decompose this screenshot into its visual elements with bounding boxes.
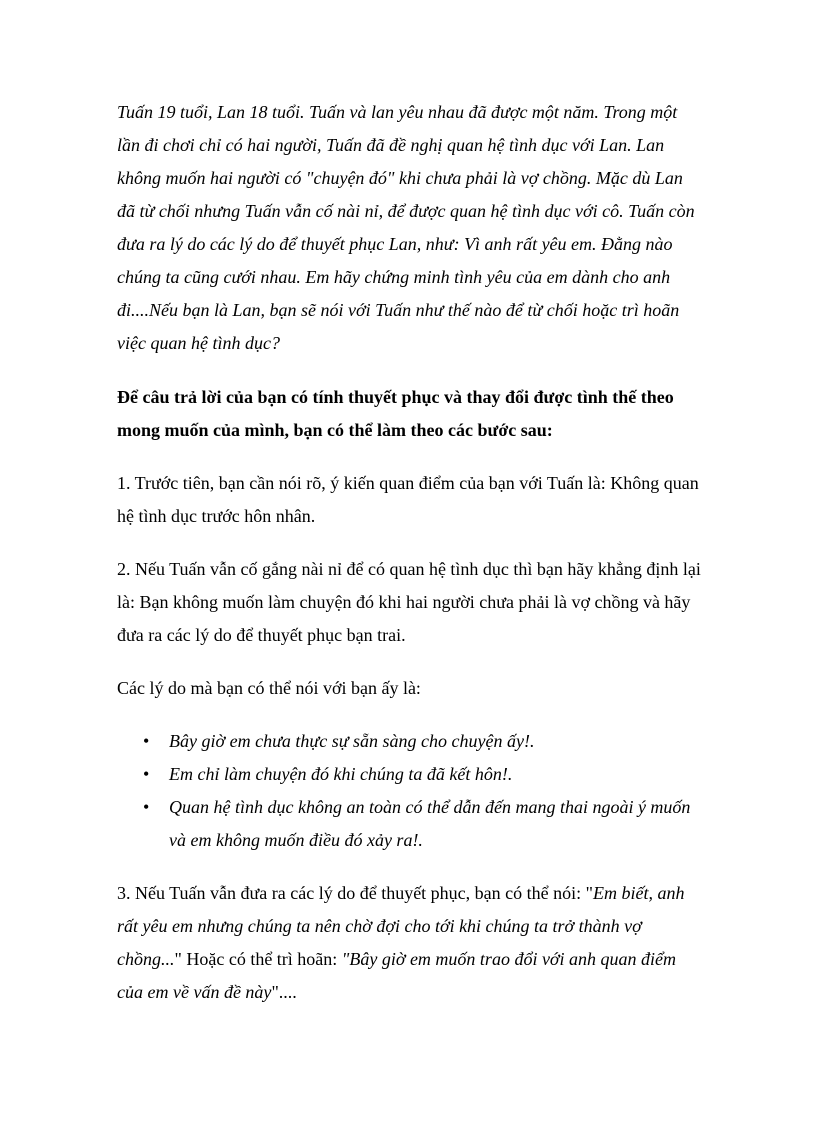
- reason-text: Em chỉ làm chuyện đó khi chúng ta đã kết hôn!.: [169, 764, 513, 784]
- bullet-icon: •: [143, 731, 150, 751]
- bullet-icon: •: [143, 797, 150, 817]
- bullet-icon: •: [143, 764, 150, 784]
- step-3-paragraph: [117, 877, 702, 1009]
- step-3-middle-text: " Hoặc có thể trì hoãn:: [174, 949, 342, 969]
- list-item: [117, 758, 702, 791]
- step-3-end-text: "....: [271, 982, 297, 1002]
- advice-heading: Để câu trả lời của bạn có tính thuyết phục và thay đổi được tình thế theo mong muốn của mình, bạn có thể làm theo các bước sau:: [117, 387, 674, 440]
- reasons-label: Các lý do mà bạn có thể nói với bạn ấy là:: [117, 678, 421, 698]
- step-1-paragraph: 1. Trước tiên, bạn cần nói rõ, ý kiến quan điểm của bạn với Tuấn là: Không quan hệ tình dục trước hôn nhân.: [117, 473, 699, 526]
- step-3-lead-text: 3. Nếu Tuấn vẫn đưa ra các lý do để thuyết phục, bạn có thể nói: ": [117, 883, 593, 903]
- document-body: [117, 96, 702, 1009]
- scenario-paragraph: Tuấn 19 tuổi, Lan 18 tuổi. Tuấn và lan yêu nhau đã được một năm. Trong một lần đi chơi chỉ có hai người, Tuấn đã đề nghị quan hệ tình dục với Lan. Lan không muốn hai người có "chuyện đó" khi chưa phải là vợ chồng. Mặc dù Lan đã từ chối nhưng Tuấn vẫn cố nài nỉ, để được quan hệ tình dục với cô. Tuấn còn đưa ra lý do các lý do để thuyết phục Lan, như: Vì anh rất yêu em. Đằng nào chúng ta cũng cưới nhau. Em hãy chứng minh tình yêu của em dành cho anh đi....Nếu bạn là Lan, bạn sẽ nói với Tuấn như thế nào để từ chối hoặc trì hoãn việc quan hệ tình dục?: [117, 102, 695, 353]
- reasons-list: [117, 725, 702, 857]
- step-3-delay-quote-text: "Bây giờ em muốn trao đổi với anh quan điểm của em về vấn đề này: [117, 949, 677, 1002]
- step-2-paragraph: 2. Nếu Tuấn vẫn cố gắng nài nỉ để có quan hệ tình dục thì bạn hãy khẳng định lại là: Bạn không muốn làm chuyện đó khi hai người chưa phải là vợ chồng và hãy đưa ra các lý do để thuyết phục bạn trai.: [117, 559, 701, 645]
- list-item: [117, 791, 702, 857]
- reason-text: Bây giờ em chưa thực sự sẵn sàng cho chuyện ấy!.: [169, 731, 535, 751]
- step-3-quote-text: Em biết, anh rất yêu em nhưng chúng ta nên chờ đợi cho tới khi chúng ta trở thành vợ chồng...: [117, 883, 685, 969]
- reason-text: Quan hệ tình dục không an toàn có thể dẫn đến mang thai ngoài ý muốn và em không muốn điều đó xảy ra!.: [169, 797, 691, 850]
- list-item: [117, 725, 702, 758]
